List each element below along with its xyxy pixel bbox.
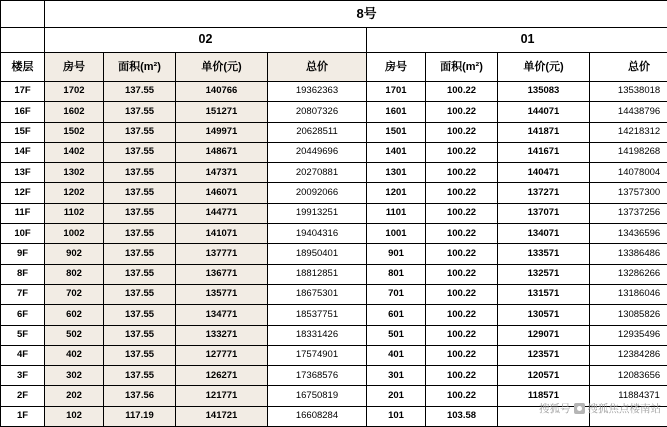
cell-total-price-02: 16608284 — [268, 406, 367, 426]
cell-area-02: 137.55 — [104, 142, 176, 162]
cell-total-price-01: 12083656 — [590, 366, 667, 386]
cell-total-price-02: 20270881 — [268, 163, 367, 183]
cell-room-02: 1602 — [45, 102, 104, 122]
sohu-logo-icon — [574, 403, 585, 414]
cell-total-price-01: 13757300 — [590, 183, 667, 203]
table-row — [1, 345, 667, 365]
column-header-row — [1, 53, 667, 82]
cell-area-01: 100.22 — [426, 102, 498, 122]
cell-unit-price-01: 137271 — [498, 183, 590, 203]
cell-floor: 4F — [1, 345, 45, 365]
cell-unit-price-01: 137071 — [498, 203, 590, 223]
cell-total-price-02: 18675301 — [268, 284, 367, 304]
cell-room-02: 702 — [45, 284, 104, 304]
cell-total-price-02: 20807326 — [268, 102, 367, 122]
cell-area-02: 137.55 — [104, 305, 176, 325]
cell-total-price-01: 13538018 — [590, 82, 667, 102]
watermark-text: 搜狐焦点楼南站 — [588, 401, 662, 416]
cell-room-01: 201 — [367, 386, 426, 406]
cell-floor: 2F — [1, 386, 45, 406]
cell-unit-price-01: 118571 — [498, 386, 590, 406]
cell-room-01: 401 — [367, 345, 426, 365]
cell-unit-price-01: 120571 — [498, 366, 590, 386]
cell-room-01: 1001 — [367, 224, 426, 244]
cell-unit-price-01: 141871 — [498, 122, 590, 142]
cell-unit-price-02: 140766 — [176, 82, 268, 102]
cell-area-02: 137.55 — [104, 264, 176, 284]
cell-unit-price-02: 136771 — [176, 264, 268, 284]
cell-room-01: 1701 — [367, 82, 426, 102]
cell-floor: 17F — [1, 82, 45, 102]
cell-unit-price-02: 126271 — [176, 366, 268, 386]
corner-cell-empty — [1, 1, 45, 28]
cell-unit-price-02: 149971 — [176, 122, 268, 142]
table-row — [1, 224, 667, 244]
cell-floor: 8F — [1, 264, 45, 284]
cell-unit-price-01: 134071 — [498, 224, 590, 244]
cell-room-01: 1401 — [367, 142, 426, 162]
table-row — [1, 264, 667, 284]
cell-total-price-02: 16750819 — [268, 386, 367, 406]
cell-unit-price-01: 123571 — [498, 345, 590, 365]
cell-room-01: 901 — [367, 244, 426, 264]
cell-area-01: 100.22 — [426, 203, 498, 223]
cell-unit-price-02: 151271 — [176, 102, 268, 122]
cell-unit-price-01: 132571 — [498, 264, 590, 284]
cell-unit-price-02: 141721 — [176, 406, 268, 426]
cell-floor: 9F — [1, 244, 45, 264]
cell-total-price-01: 13436596 — [590, 224, 667, 244]
cell-unit-price-02: 144771 — [176, 203, 268, 223]
cell-total-price-02: 19362363 — [268, 82, 367, 102]
cell-area-02: 117.19 — [104, 406, 176, 426]
cell-area-02: 137.55 — [104, 284, 176, 304]
cell-area-02: 137.55 — [104, 163, 176, 183]
cell-total-price-01: 13085826 — [590, 305, 667, 325]
header-floor: 楼层 — [1, 53, 45, 82]
cell-room-01: 1501 — [367, 122, 426, 142]
cell-area-01: 100.22 — [426, 224, 498, 244]
cell-unit-price-02: 137771 — [176, 244, 268, 264]
cell-area-01: 103.58 — [426, 406, 498, 426]
cell-total-price-01: 12935496 — [590, 325, 667, 345]
cell-room-02: 1202 — [45, 183, 104, 203]
cell-room-02: 1402 — [45, 142, 104, 162]
cell-room-02: 502 — [45, 325, 104, 345]
cell-total-price-02: 20628511 — [268, 122, 367, 142]
cell-area-02: 137.55 — [104, 224, 176, 244]
cell-area-01: 100.22 — [426, 142, 498, 162]
watermark-prefix: 搜狐号 — [539, 401, 571, 416]
cell-unit-price-01: 129071 — [498, 325, 590, 345]
cell-area-01: 100.22 — [426, 305, 498, 325]
cell-unit-price-02: 127771 — [176, 345, 268, 365]
cell-area-02: 137.55 — [104, 244, 176, 264]
cell-total-price-01: 13386486 — [590, 244, 667, 264]
table-row — [1, 284, 667, 304]
unit-number-row — [1, 28, 667, 53]
cell-room-01: 1601 — [367, 102, 426, 122]
cell-total-price-01: 14078004 — [590, 163, 667, 183]
header-unit-price-02: 单价(元) — [176, 53, 268, 82]
cell-floor: 10F — [1, 224, 45, 244]
cell-room-02: 1702 — [45, 82, 104, 102]
cell-area-01: 100.22 — [426, 244, 498, 264]
cell-total-price-01: 14198268 — [590, 142, 667, 162]
cell-room-01: 801 — [367, 264, 426, 284]
table-row — [1, 102, 667, 122]
cell-floor: 13F — [1, 163, 45, 183]
cell-total-price-02: 17368576 — [268, 366, 367, 386]
unit-label-01: 01 — [367, 28, 667, 53]
cell-area-01: 100.22 — [426, 345, 498, 365]
cell-unit-price-01: 144071 — [498, 102, 590, 122]
cell-room-02: 1002 — [45, 224, 104, 244]
table-row — [1, 82, 667, 102]
cell-room-01: 1301 — [367, 163, 426, 183]
cell-area-02: 137.55 — [104, 203, 176, 223]
cell-unit-price-01: 141671 — [498, 142, 590, 162]
cell-area-02: 137.55 — [104, 366, 176, 386]
cell-total-price-02: 18537751 — [268, 305, 367, 325]
corner-cell-empty-2 — [1, 28, 45, 53]
header-total-price-02: 总价 — [268, 53, 367, 82]
cell-room-02: 1302 — [45, 163, 104, 183]
cell-room-01: 601 — [367, 305, 426, 325]
cell-floor: 11F — [1, 203, 45, 223]
cell-total-price-01: 12384286 — [590, 345, 667, 365]
cell-room-02: 1102 — [45, 203, 104, 223]
table-title-row — [1, 1, 667, 28]
cell-unit-price-02: 141071 — [176, 224, 268, 244]
header-room-02: 房号 — [45, 53, 104, 82]
cell-total-price-02: 17574901 — [268, 345, 367, 365]
cell-area-02: 137.55 — [104, 345, 176, 365]
header-room-01: 房号 — [367, 53, 426, 82]
cell-area-01: 100.22 — [426, 366, 498, 386]
cell-area-01: 100.22 — [426, 183, 498, 203]
cell-unit-price-01: 131571 — [498, 284, 590, 304]
cell-room-02: 602 — [45, 305, 104, 325]
cell-room-01: 1101 — [367, 203, 426, 223]
cell-room-01: 301 — [367, 366, 426, 386]
cell-area-02: 137.55 — [104, 122, 176, 142]
cell-total-price-02: 19404316 — [268, 224, 367, 244]
cell-area-01: 100.22 — [426, 82, 498, 102]
cell-total-price-02: 19913251 — [268, 203, 367, 223]
cell-unit-price-01: 133571 — [498, 244, 590, 264]
cell-unit-price-02: 134771 — [176, 305, 268, 325]
cell-unit-price-02: 148671 — [176, 142, 268, 162]
cell-floor: 15F — [1, 122, 45, 142]
cell-floor: 3F — [1, 366, 45, 386]
cell-floor: 6F — [1, 305, 45, 325]
cell-unit-price-01: 130571 — [498, 305, 590, 325]
cell-area-02: 137.55 — [104, 325, 176, 345]
table-row — [1, 122, 667, 142]
cell-total-price-02: 18950401 — [268, 244, 367, 264]
cell-room-01: 701 — [367, 284, 426, 304]
cell-room-02: 102 — [45, 406, 104, 426]
cell-area-01: 100.22 — [426, 163, 498, 183]
cell-total-price-02: 18812851 — [268, 264, 367, 284]
cell-floor: 5F — [1, 325, 45, 345]
cell-area-01: 100.22 — [426, 284, 498, 304]
cell-room-02: 302 — [45, 366, 104, 386]
cell-area-01: 100.22 — [426, 264, 498, 284]
cell-unit-price-01: 135083 — [498, 82, 590, 102]
table-row — [1, 163, 667, 183]
cell-room-02: 802 — [45, 264, 104, 284]
cell-total-price-02: 20449696 — [268, 142, 367, 162]
cell-room-01: 501 — [367, 325, 426, 345]
cell-floor: 1F — [1, 406, 45, 426]
cell-room-02: 1502 — [45, 122, 104, 142]
cell-unit-price-02: 133271 — [176, 325, 268, 345]
cell-unit-price-02: 135771 — [176, 284, 268, 304]
cell-total-price-01: 14218312 — [590, 122, 667, 142]
header-unit-price-01: 单价(元) — [498, 53, 590, 82]
cell-unit-price-01: 140471 — [498, 163, 590, 183]
table-row — [1, 305, 667, 325]
cell-total-price-01: 13737256 — [590, 203, 667, 223]
cell-area-01: 100.22 — [426, 325, 498, 345]
cell-room-02: 202 — [45, 386, 104, 406]
table-row — [1, 244, 667, 264]
cell-floor: 14F — [1, 142, 45, 162]
cell-room-02: 902 — [45, 244, 104, 264]
cell-total-price-02: 20092066 — [268, 183, 367, 203]
cell-area-01: 100.22 — [426, 386, 498, 406]
cell-unit-price-02: 146071 — [176, 183, 268, 203]
table-row — [1, 183, 667, 203]
cell-area-02: 137.55 — [104, 183, 176, 203]
cell-area-02: 137.56 — [104, 386, 176, 406]
cell-floor: 16F — [1, 102, 45, 122]
cell-total-price-01: 11884371 — [590, 386, 667, 406]
cell-total-price-01: 13286266 — [590, 264, 667, 284]
cell-area-01: 100.22 — [426, 122, 498, 142]
cell-area-02: 137.55 — [104, 82, 176, 102]
building-title: 8号 — [45, 1, 667, 28]
cell-room-02: 402 — [45, 345, 104, 365]
table-row — [1, 203, 667, 223]
header-area-01: 面积(m²) — [426, 53, 498, 82]
unit-label-02: 02 — [45, 28, 367, 53]
table-row — [1, 366, 667, 386]
cell-floor: 7F — [1, 284, 45, 304]
cell-area-02: 137.55 — [104, 102, 176, 122]
cell-room-01: 101 — [367, 406, 426, 426]
watermark — [539, 401, 661, 416]
header-total-price-01: 总价 — [590, 53, 667, 82]
cell-floor: 12F — [1, 183, 45, 203]
cell-unit-price-02: 147371 — [176, 163, 268, 183]
cell-room-01: 1201 — [367, 183, 426, 203]
table-row — [1, 325, 667, 345]
cell-total-price-01: 14438796 — [590, 102, 667, 122]
header-area-02: 面积(m²) — [104, 53, 176, 82]
cell-total-price-02: 18331426 — [268, 325, 367, 345]
table-row — [1, 142, 667, 162]
cell-total-price-01: 13186046 — [590, 284, 667, 304]
cell-unit-price-02: 121771 — [176, 386, 268, 406]
